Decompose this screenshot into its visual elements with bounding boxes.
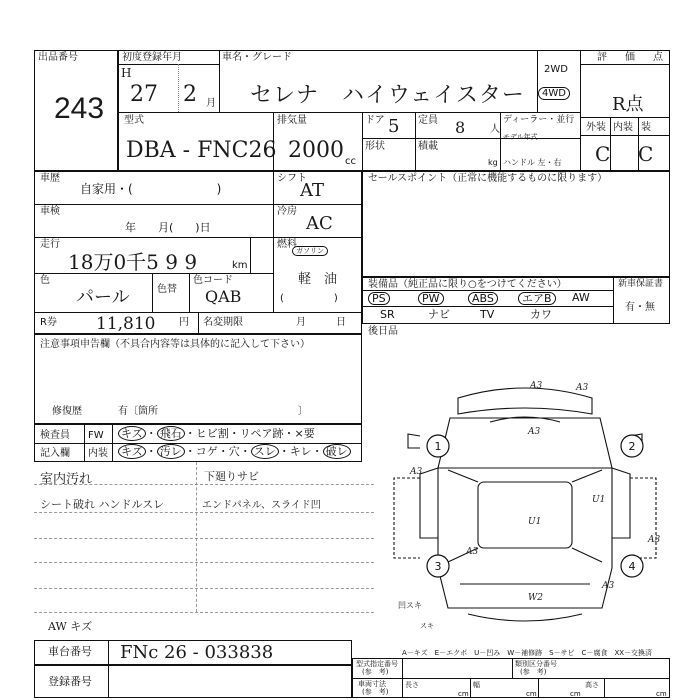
divider [118,50,119,171]
reg-month: 2 [183,82,197,107]
warranty-value: 有・無 [625,302,655,313]
damage-mark: A3 [602,581,615,591]
notes-label: 注意事項申告欄（不具合内容等は具体的に記入して下さい） [40,339,310,350]
divider [118,64,219,65]
rule [34,588,374,589]
divider [537,50,538,112]
registration-label: 登録番号 [48,675,92,688]
divider [362,138,580,139]
doors-value: 5 [388,116,400,137]
usage-value: 自家用・( ) [80,182,222,196]
type-label: 型式 [124,115,144,126]
int-wear: スレ [251,444,279,459]
damage-mark: U1 [592,495,606,505]
divider [152,273,153,312]
after-date-label: 後日品 [368,326,398,337]
rule [34,538,374,539]
plate-length-label: 長さ [405,681,419,689]
fuel-options: ガソリン [292,246,328,256]
inspector-label: 検査員 [40,430,70,441]
usage-label: 車歴 [40,173,60,184]
int-dirt: 汚レ [157,444,185,459]
divider [415,112,416,171]
repair-value: 有〔箇所 〕 [118,406,308,417]
exterior-label: 外装 [586,122,606,133]
inspector-interior-items: キズ ・ 汚レ ・コゲ・穴・ スレ ・キレ・ 破レ [118,446,351,457]
divider [580,117,670,118]
divider [219,50,220,112]
fw-chip: 飛石 [157,426,185,441]
damage-mark: W2 [528,593,543,603]
divider [112,424,113,462]
legend: A－キズ E－エクボ U－凹み W－補修跡 S－サビ C－腐食 XX－交換済 [402,649,653,657]
plate-ref-sub: (参 考) [362,688,389,696]
dealer-label: ディーラー・並行 [503,115,575,125]
rule [196,462,197,612]
cooling-label: 冷房 [277,206,297,217]
bottom-note: AW キズ [48,620,93,633]
reg-year: 27 [130,82,158,107]
divider [538,678,539,698]
remark-left-1: 室内汚れ [40,472,93,487]
drive-2wd: 2WD [544,64,568,75]
recycle-unit: 円 [179,317,189,328]
equipment-item: PW [418,292,444,305]
model-year-label: モデル年式 [503,133,538,141]
damage-mark: A3 [410,467,423,477]
reg-year-label: 初度登録年月 [122,52,182,63]
diagram-note-suki: スキ [420,622,434,630]
equipment-item: AW [572,291,590,304]
divider [512,658,513,678]
diagram-note-dent: 凹スキ [398,601,422,610]
selling-points-box [362,171,670,277]
expiry-value: 月 日 [296,317,346,328]
divider [34,237,362,238]
remark-right-1: 下廻りサビ [204,470,259,483]
lot-number-label: 出品番号 [38,52,78,63]
displacement-value: 2000 [288,138,344,163]
divider [580,50,581,171]
divider [470,678,471,698]
fuel-paren: ( ) [280,293,338,304]
divider [84,424,85,462]
type-value: DBA - FNC26 [126,138,277,163]
divider [250,237,251,273]
divider [352,678,670,679]
warranty-label: 新車保証書 [618,279,664,289]
divider [273,112,274,171]
rule [34,612,374,613]
writer-label: 記入欄 [40,448,70,459]
capacity-value: 8 [455,118,466,137]
inspector-interior-label: 内装 [88,448,108,459]
chassis-label: 車台番号 [48,645,92,658]
inspection-value: 年 月( )日 [125,221,211,234]
equipment-item: カワ [530,308,552,321]
plate-type-sub: (参 考) [362,668,389,676]
recycle-label: R券 [40,317,57,328]
equipment-item: TV [480,308,495,321]
plate-length-unit: cm [458,690,469,698]
plate-height-unit: cm [570,690,581,698]
plate-ref-label: 車両寸法 [358,680,386,688]
plate-type-label: 型式指定番号 [356,660,398,668]
color-changed-label: 色替 [157,284,177,295]
model-name-label: 車名・グレード [222,52,292,63]
damage-mark: A3 [576,383,589,393]
damage-mark: A3 [528,427,541,437]
divider [402,658,403,698]
remark-left-2: シート破れ ハンドルスレ [40,498,165,511]
model-name: セレナ ハイウェイスター [250,83,525,108]
mileage-label: 走行 [40,239,60,250]
remark-right-2: エンドパネル、スライド凹 [202,500,321,511]
wheel-3: 3 [434,560,442,573]
plate-height-label: 高さ [585,681,599,689]
divider [189,273,190,312]
fuel-value: 軽 油 [298,272,338,287]
inspector-fw-items: キズ ・ 飛石 ・ヒビ割・リペア跡・×要 [118,428,315,439]
mileage-unit: km [232,260,248,271]
equipment-item: エアB [518,292,556,305]
wheel-2: 2 [628,440,636,453]
divider [178,64,179,112]
capacity-unit: 人 [490,124,500,135]
interior-score: C [638,142,654,166]
load-unit: kg [488,158,498,167]
divider [118,112,580,113]
int-scratch: キズ [118,444,146,459]
divider [500,112,501,171]
rule [34,562,374,563]
divider [362,112,363,171]
selling-points-label: セールスポイント（正常に機能するものに限ります） [368,173,608,184]
divider [613,277,614,324]
displacement-label: 排気量 [277,115,307,126]
equipment-item: ABS [468,292,498,305]
load-label: 積載 [418,141,438,152]
drive-4wd: 4WD [538,87,570,100]
plate-width-label: 幅 [473,681,480,689]
interior-label: 内装 [613,122,633,133]
divider [580,135,670,136]
shift-label: シフト [277,173,307,184]
color-code: QAB [205,287,242,306]
wheel-4: 4 [628,560,636,573]
handle-label: ハンドル 左・右 [503,158,562,167]
doors-label: ドア [365,115,385,126]
inspector-fw-label: FW [88,430,104,441]
recycle-value: 11,810 [96,314,156,334]
plate-width-unit: cm [526,690,537,698]
reg-era: H [121,66,132,80]
exterior-score: C [595,142,611,166]
grade-value: R点 [612,94,644,115]
plate-category-sub: (参 考) [520,668,547,676]
body-form-label: 形状 [365,141,385,152]
plate-extra-unit: cm [656,690,667,698]
color-value: パール [76,287,130,308]
inspection-label: 車検 [40,206,60,217]
cooling-value: AC [306,213,333,234]
damage-mark: A3 [530,381,543,391]
divider [34,273,273,274]
equipment-label: 装備品（純正品に限り○をつけてください） [368,279,567,290]
color-code-label: 色コード [193,275,233,286]
repair-label: 修復歴 [52,406,82,417]
wheel-1: 1 [434,440,442,453]
plate-category-label: 類別区分番号 [515,660,557,668]
displacement-unit: cc [345,156,356,167]
damage-mark: U1 [528,517,542,527]
divider [34,204,362,205]
rule [34,512,374,513]
int-tear: 破レ [323,444,351,459]
grade-label: 評 価 点 [597,52,667,63]
capacity-label: 定員 [418,115,438,126]
car-damage-diagram [380,378,670,638]
chassis-value: FNc 26 - 033838 [120,642,274,663]
lot-number: 243 [54,92,105,125]
divider [580,64,670,65]
expiry-label: 名変期限 [203,317,243,328]
equipment-item: PS [368,292,390,305]
divider [362,306,613,307]
equipment-item: ナビ [428,308,450,321]
reg-month-unit: 月 [206,98,216,109]
equipment-score-label: 装 [641,122,651,133]
equipment-item: SR [380,308,395,321]
divider [198,312,199,334]
divider [604,678,605,698]
shift-value: AT [300,180,325,201]
color-label: 色 [40,275,50,286]
fw-scratch: キズ [118,426,146,441]
mileage-value: 18万0千5 9 9 [68,250,198,274]
damage-mark: A3 [648,535,661,545]
damage-mark: A3 [466,547,479,557]
divider [273,171,274,312]
fuel-label: 燃料 [277,239,297,250]
